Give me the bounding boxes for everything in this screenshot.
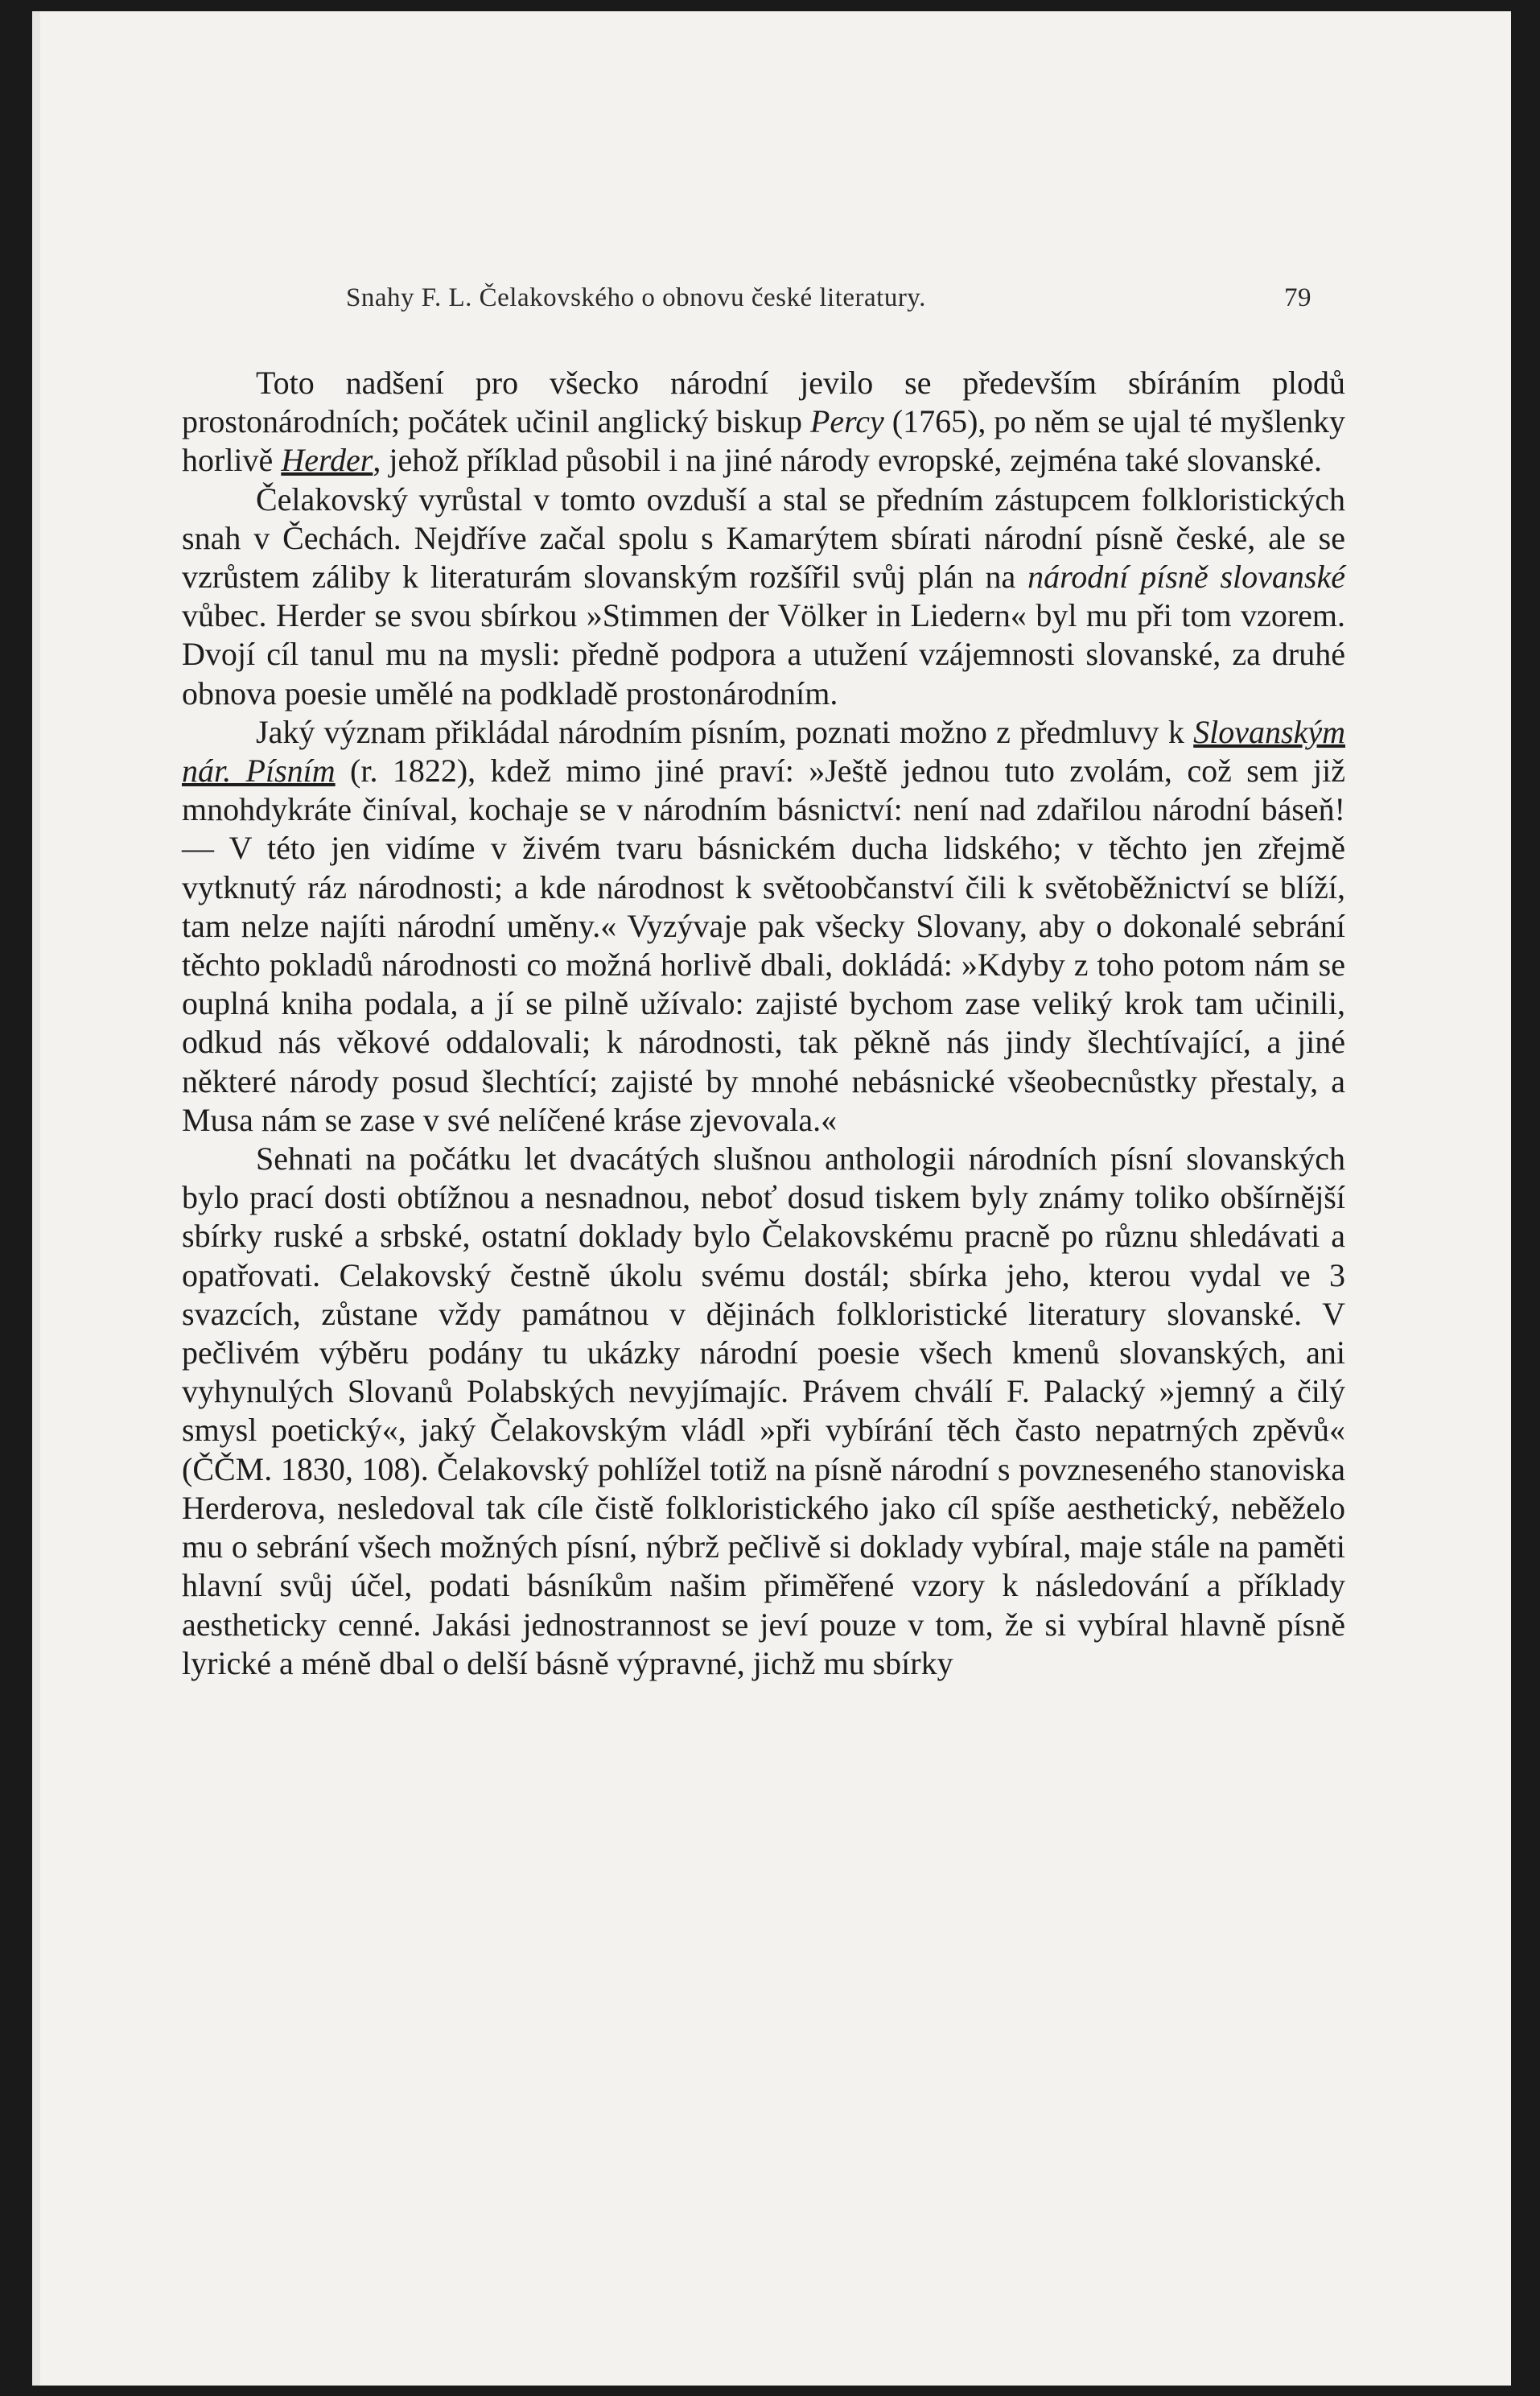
text-span-italic: Percy xyxy=(809,403,884,440)
text-span: Toto nadšení pro všecko národní jevilo se především sbíráním plodů prostonárodních; počátek učinil anglický biskup xyxy=(182,365,1345,440)
text-span-italic: Herder xyxy=(281,442,373,479)
text-span: Čelakovský vyrůstal v tomto ovzduší a stal se předním zástupcem folkloristických snah v Čechách. Nejdříve začal spolu s Kamarýtem sbírati národní písně české, ale se vzrůstem záliby k literaturám slovanským rozšířil svůj plán na xyxy=(182,480,1345,596)
text-span: (r. 1822), kdež mimo jiné praví: »Ještě jednou tuto zvolám, což sem již mnohdykráte činíval, kochaje se v národním básnictví: není nad zdařilou národní báseň! — V této jen vidíme v živém tvaru básnickém ducha lidského; v těchto jen zřejmě vytknutý ráz národnosti; a kde národnost k světoobčanství čili k světoběžnictví se blíží, tam nelze najíti národní uměny.« Vyzývaje pak všecky Slovany, aby o dokonalé sebrání těchto pokladů národnosti co možná horlivě dbali, dokládá: »Kdyby z toho potom nám se ouplná kniha podala, a jí se pilně užívalo: zajisté bychom zase veliký krok tam učinili, odkud nás věkové oddalovali; k národnosti, tak pěkně nás jindy šlechtívající, a jiné některé národy posud šlechtící; zajisté by mnohé nebásnické všeobecnůstky přestaly, a Musa nám se zase v své nelíčené kráse zjevovala.« xyxy=(182,753,1346,1138)
paragraph-3 xyxy=(182,713,1345,1140)
page-edge xyxy=(32,11,40,2386)
paragraph-2 xyxy=(182,480,1345,713)
paragraph-4 xyxy=(182,1140,1345,1683)
text-span-italic: Slovanským nár. Písním xyxy=(182,713,1345,790)
text-span-italic: národní písně slovanské xyxy=(1027,559,1346,596)
text-span: vůbec. Herder se svou sbírkou »Stimmen der Völker in Liedern« byl mu při tom vzorem. Dvojí cíl tanul mu na mysli: předně podpora a utužení vzájemnosti slovanské, za druhé obnova poesie umělé na podkladě prostonárodním. xyxy=(182,597,1345,711)
page-number: 79 xyxy=(1284,283,1311,312)
body-text xyxy=(182,364,1345,1683)
paragraph-1 xyxy=(182,364,1345,480)
text-span: (1765), po něm se ujal té myšlenky horlivě xyxy=(182,403,1345,479)
text-span: Jaký význam přikládal národním písním, poznati možno z předmluvy k xyxy=(256,713,1194,750)
text-span: , jehož příklad působil i na jiné národy evropské, zejména také slovanské. xyxy=(373,442,1323,479)
header-title: Snahy F. L. Čelakovského o obnovu české literatury. xyxy=(346,283,926,312)
text-span: Sehnati na počátku let dvacátých slušnou anthologii národních písní slovanských bylo prací dosti obtížnou a nesnadnou, neboť dosud tiskem byly známy toliko obšírnější sbírky ruské a srbské, ostatní doklady bylo Čelakovskému pracně po různu shledávati a opatřovati. Celakovský čestně úkolu svému dostál; sbírka jeho, kterou vydal ve 3 svazcích, zůstane vždy památnou v dějinách folkloristické literatury slovanské. V pečlivém výběru podány tu ukázky národní poesie všech kmenů slovanských, ani vyhynulých Slovanů Polabských nevyjímajíc. Právem chválí F. Palacký »jemný a čilý smysl poetický«, jaký Čelakovským vládl »při vybírání těch často nepatrných zpěvů« (ČČM. 1830, 108). Čelakovský pohlížel totiž na písně národní s povzneseného stanoviska Herderova, nesledoval tak cíle čistě folkloristického jako cíl spíše aesthetický, neběželo mu o sebrání všech možných písní, nýbrž pečlivě si doklady vybíral, maje stále na paměti hlavní svůj účel, podati básníkům našim přiměřené vzory k následování a příklady aestheticky cenné. Jakási jednostrannost se jeví pouze v tom, že si vybíral hlavně písně lyrické a méně dbal o delší básně výpravné, jichž mu sbírky xyxy=(182,1140,1345,1681)
book-page xyxy=(32,11,1511,2386)
